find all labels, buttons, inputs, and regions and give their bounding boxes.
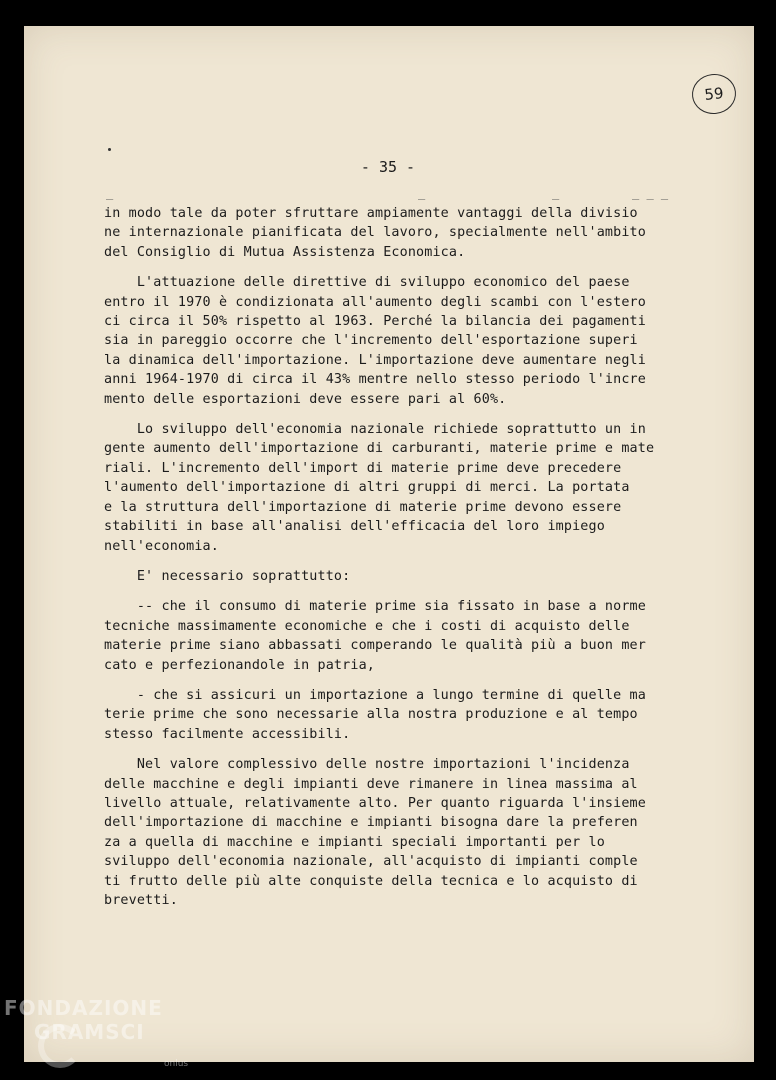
text-line: delle macchine e degli impianti deve rimanere in linea massima al bbox=[104, 776, 638, 792]
text-line: gente aumento dell'importazione di carburanti, materie prime e mate bbox=[104, 441, 655, 457]
text-line: entro il 1970 è condizionata all'aumento degli scambi con l'estero bbox=[104, 294, 646, 310]
text-line: sia in pareggio occorre che l'incremento dell'esportazione superi bbox=[104, 333, 638, 349]
text-line: in modo tale da poter sfruttare ampiamente vantaggi della divisio bbox=[104, 206, 638, 221]
text-line: -- che il consumo di materie prime sia fissato in base a norme bbox=[104, 599, 646, 615]
typewriter-mark: _ bbox=[552, 186, 560, 200]
text-line: stabiliti in base all'analisi dell'efficacia del loro impiego bbox=[104, 519, 605, 535]
watermark-line-2: GRAMSCI bbox=[34, 1020, 145, 1044]
text-line: tecniche massimamente economiche e che i costi di acquisto delle bbox=[104, 618, 630, 634]
text-line: - che si assicuri un importazione a lungo termine di quelle ma bbox=[104, 687, 646, 703]
document-body bbox=[104, 204, 704, 910]
watermark-line-1: FONDAZIONE bbox=[4, 996, 163, 1020]
folio-stamp bbox=[690, 72, 738, 116]
folio-number: 59 bbox=[703, 84, 725, 104]
text-line: L'attuazione delle direttive di sviluppo economico del paese bbox=[104, 275, 630, 291]
text-line: terie prime che sono necessarie alla nostra produzione e al tempo bbox=[104, 707, 638, 723]
text-line: e la struttura dell'importazione di materie prime devono essere bbox=[104, 499, 622, 515]
text-line: ci circa il 50% rispetto al 1963. Perché la bilancia dei pagamenti bbox=[104, 314, 646, 330]
watermark-line-3: onlus bbox=[164, 1059, 189, 1069]
text-line: stesso facilmente accessibili. bbox=[104, 726, 351, 742]
text-line: l'aumento dell'importazione di altri gruppi di merci. La portata bbox=[104, 480, 630, 496]
text-line: nell'economia. bbox=[104, 538, 219, 554]
text-line: cato e perfezionandole in patria, bbox=[104, 657, 375, 673]
text-line: sviluppo dell'economia nazionale, all'acquisto di impianti comple bbox=[104, 854, 638, 870]
typewriter-mark: _ bbox=[106, 186, 114, 200]
text-line: Lo sviluppo dell'economia nazionale richiede soprattutto un in bbox=[104, 422, 646, 438]
typewriter-mark: _ bbox=[418, 186, 426, 200]
text-line: za a quella di macchine e impianti speciali importanti per lo bbox=[104, 834, 605, 850]
text-line: la dinamica dell'importazione. L'importazione deve aumentare negli bbox=[104, 352, 646, 368]
text-line: Nel valore complessivo delle nostre importazioni l'incidenza bbox=[104, 757, 630, 773]
text-line: brevetti. bbox=[104, 893, 178, 908]
ink-speck bbox=[108, 148, 111, 151]
watermark-logo-icon bbox=[38, 1024, 82, 1068]
text-line: mento delle esportazioni deve essere pari al 60%. bbox=[104, 391, 507, 407]
page-number: - 35 - bbox=[360, 158, 416, 176]
text-line: E' necessario soprattutto: bbox=[104, 568, 351, 584]
archive-watermark bbox=[4, 996, 189, 1069]
text-line: riali. L'incremento dell'import di materie prime deve precedere bbox=[104, 460, 622, 476]
text-line: del Consiglio di Mutua Assistenza Economica. bbox=[104, 244, 466, 260]
text-line: ne internazionale pianificata del lavoro, specialmente nell'ambito bbox=[104, 225, 646, 241]
text-line: anni 1964-1970 di circa il 43% mentre nello stesso periodo l'incre bbox=[104, 372, 646, 388]
text-line: dell'importazione di macchine e impianti bisogna dare la preferen bbox=[104, 815, 638, 831]
text-line: livello attuale, relativamente alto. Per quanto riguarda l'insieme bbox=[104, 795, 646, 811]
text-line: ti frutto delle più alte conquiste della tecnica e lo acquisto di bbox=[104, 873, 638, 889]
typewriter-mark: _ _ _ bbox=[632, 186, 669, 200]
text-line: materie prime siano abbassati comperando le qualità più a buon mer bbox=[104, 638, 646, 654]
